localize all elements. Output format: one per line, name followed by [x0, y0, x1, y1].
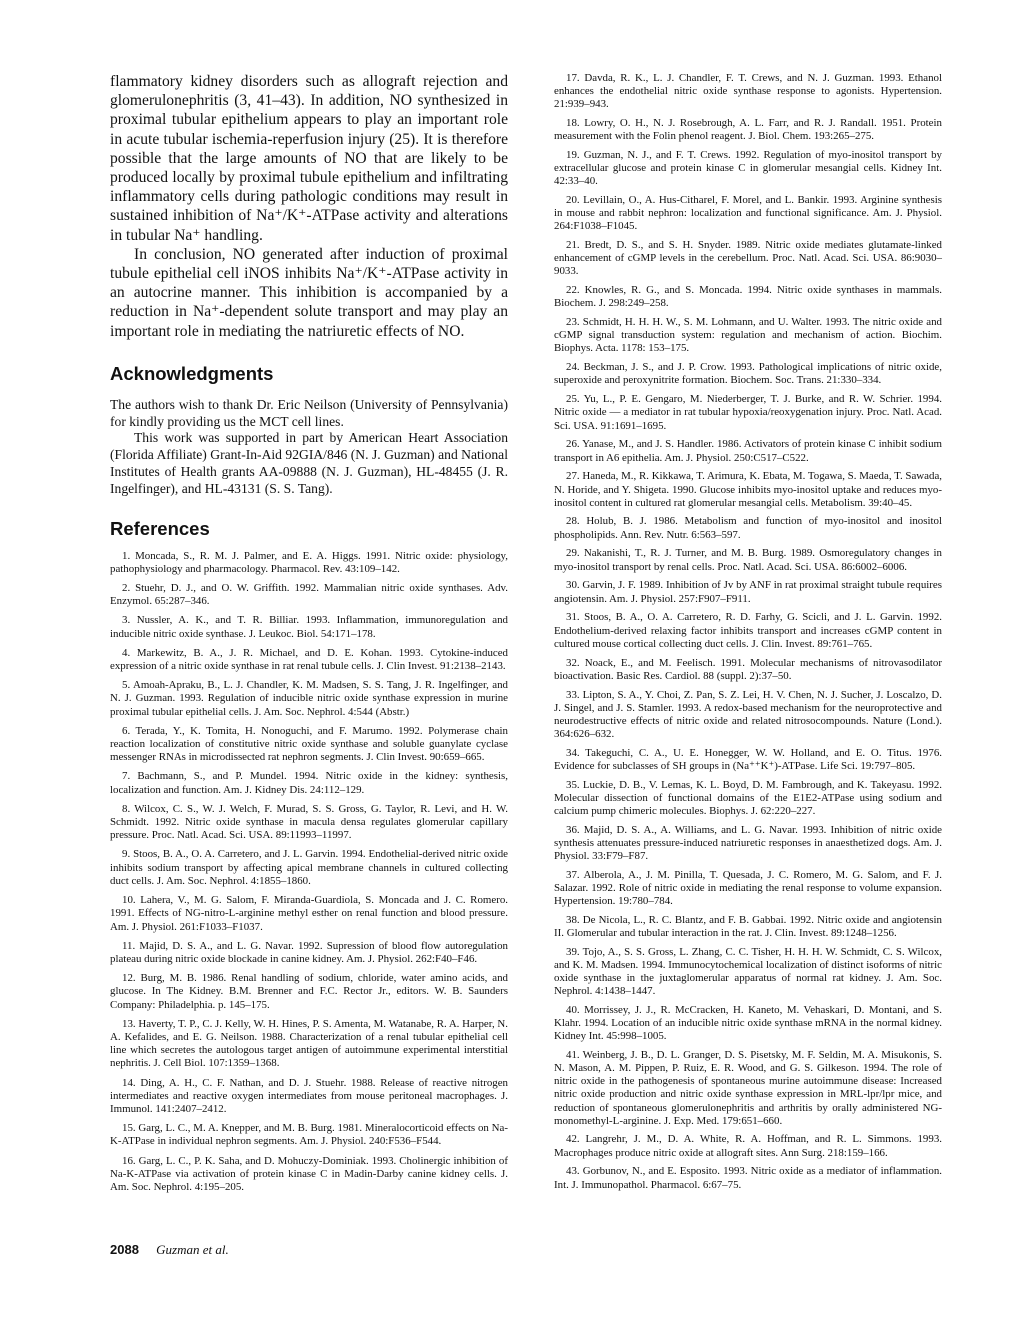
- reference-item: 43. Gorbunov, N., and E. Esposito. 1993. Nitric oxide as a mediator of inflammation. Int. J. Immunopathol. Pharmacol. 6:67–75.: [554, 1165, 942, 1191]
- reference-item: 4. Markewitz, B. A., J. R. Michael, and D. E. Kohan. 1993. Cytokine-induced expression of a nitric oxide synthase in rat renal tubule cells. J. Clin Invest. 91:2138–2143.: [110, 646, 508, 673]
- reference-item: 39. Tojo, A., S. S. Gross, L. Zhang, C. C. Tisher, H. H. H. W. Schmidt, C. S. Wilcox, and K. M. Madsen. 1994. Immunocytochemical localization of distinct isoforms of nitric oxide synthase in the juxtaglomerular apparatus of normal rat kidney. J. Am. Soc. Nephrol. 4:1438–1447.: [554, 945, 942, 998]
- running-author: Guzman et al.: [156, 1242, 229, 1257]
- funding-paragraph: This work was supported in part by American Heart Association (Florida Affiliate) Grant-In-Aid 92GIA/846 (N. J. Guzman) and National Institutes of Health grants AA-09888 (N. J. Guzman), HL-48455 (J. R. Ingelfinger), and HL-43131 (S. S. Tang).: [110, 430, 508, 496]
- page-number: 2088: [110, 1242, 139, 1257]
- reference-item: 3. Nussler, A. K., and T. R. Billiar. 1993. Inflammation, immunoregulation and inducible nitric oxide synthase. J. Leukoc. Biol. 54:171–178.: [110, 614, 508, 640]
- reference-item: 34. Takeguchi, C. A., U. E. Honegger, W. W. Holland, and E. O. Titus. 1976. Evidence for subclasses of SH groups in (Na⁺⁺K⁺)-ATPase. Life Sci. 19:797–805.: [554, 746, 942, 772]
- references-heading: References: [110, 517, 210, 539]
- reference-item: 22. Knowles, R. G., and S. Moncada. 1994. Nitric oxide synthases in mammals. Biochem. J. 298:249–258.: [554, 284, 942, 310]
- reference-item: 19. Guzman, N. J., and F. T. Crews. 1992. Regulation of myo-inositol transport by extracellular glucose and protein kinase C in glomerular mesangial cells. Kidney Int. 42:33–40.: [554, 149, 942, 188]
- reference-item: 30. Garvin, J. F. 1989. Inhibition of Jv by ANF in rat proximal straight tubule requires angiotensin. Am. J. Physiol. 257:F907–F911.: [554, 579, 942, 605]
- page-footer: [110, 1242, 229, 1258]
- reference-item: 32. Noack, E., and M. Feelisch. 1991. Molecular mechanisms of nitrovasodilator bioactivation. Basic Res. Cardiol. 88 (suppl. 2):37–50.: [554, 656, 942, 682]
- reference-item: 27. Haneda, M., R. Kikkawa, T. Arimura, K. Ebata, M. Togawa, S. Maeda, T. Sawada, N. Horide, and Y. Shigeta. 1990. Glucose inhibits myo-inositol uptake and reduces myo-inositol content in cultured rat glomerular mesangial cells. Metabolism. 39:40–45.: [554, 470, 942, 509]
- reference-item: 10. Lahera, V., M. G. Salom, F. Miranda-Guardiola, S. Moncada and J. C. Romero. 1991. Effects of NG-nitro-L-arginine methyl esther on renal function and blood pressure. Am. J. Physiol. 261:F1033–F1037.: [110, 894, 508, 933]
- body-paragraph: flammatory kidney disorders such as allograft rejection and glomerulonephritis (3, 41–43). In addition, NO synthesized in proximal tubular epithelium appears to play an important role in acute tubular ischemia-reperfusion injury (25). It is therefore possible that the large amounts of NO that are likely to be produced locally by proximal tubule epithelium and infiltrating inflammatory cells during pathologic conditions may result in sustained inhibition of Na⁺/K⁺-ATPase activity and alterations in tubular Na⁺ handling.: [110, 73, 508, 244]
- reference-item: 2. Stuehr, D. J., and O. W. Griffith. 1992. Mammalian nitric oxide synthases. Adv. Enzymol. 65:287–346.: [110, 582, 508, 608]
- conclusion-paragraph: In conclusion, NO generated after induction of proximal tubule epithelial cell iNOS inhibits Na⁺/K⁺-ATPase activity in an autocrine manner. This inhibition is accompanied by a reduction in Na⁺-dependent solute transport and may play an important role in mediating the natriuretic effects of NO.: [110, 245, 508, 340]
- reference-item: 31. Stoos, B. A., O. A. Carretero, R. D. Farhy, G. Scicli, and J. L. Garvin. 1992. Endothelium-derived relaxing factor inhibits transport and increases cGMP content in cultured mouse cortical collecting duct cells. J. Clin. Invest. 89:761–765.: [554, 611, 942, 650]
- reference-item: 25. Yu, L., P. E. Gengaro, M. Niederberger, T. J. Burke, and R. W. Schrier. 1994. Nitric oxide — a mediator in rat tubular hypoxia/reoxygenation injury. Proc. Natl. Acad. Sci. USA. 91:1691–1695.: [554, 393, 942, 432]
- reference-item: 40. Morrissey, J. J., R. McCracken, H. Kaneto, M. Vehaskari, D. Montani, and S. Klahr. 1994. Location of an inducible nitric oxide synthase mRNA in the normal kidney. Kidney Int. 45:998–1005.: [554, 1004, 942, 1043]
- reference-item: 20. Levillain, O., A. Hus-Citharel, F. Morel, and L. Bankir. 1993. Arginine synthesis in mouse and rabbit nephron: localization and functional significance. Am. J. Physiol. 264:F1038–F1045.: [554, 194, 942, 233]
- reference-item: 17. Davda, R. K., L. J. Chandler, F. T. Crews, and N. J. Guzman. 1993. Ethanol enhances the endothelial nitric oxide synthase response to agonists. Hypertension. 21:939–943.: [554, 72, 942, 111]
- reference-item: 8. Wilcox, C. S., W. J. Welch, F. Murad, S. S. Gross, G. Taylor, R. Levi, and H. W. Schmidt. 1992. Nitric oxide synthase in macula densa regulates glomerular capillary pressure. Proc. Natl. Acad. Sci. USA. 89:11993–11997.: [110, 802, 508, 842]
- reference-item: 18. Lowry, O. H., N. J. Rosebrough, A. L. Farr, and R. J. Randall. 1951. Protein measurement with the Folin phenol reagent. J. Biol. Chem. 193:265–275.: [554, 117, 942, 143]
- reference-item: 1. Moncada, S., R. M. J. Palmer, and E. A. Higgs. 1991. Nitric oxide: physiology, pathophysiology and pharmacology. Pharmacol. Rev. 43:109–142.: [110, 549, 508, 575]
- reference-item: 29. Nakanishi, T., R. J. Turner, and M. B. Burg. 1989. Osmoregulatory changes in myo-inositol transport by renal cells. Proc. Natl. Acad. Sci. USA. 86:6002–6006.: [554, 547, 942, 573]
- reference-item: 7. Bachmann, S., and P. Mundel. 1994. Nitric oxide in the kidney: synthesis, localization and function. Am. J. Kidney Dis. 24:112–129.: [110, 770, 508, 796]
- reference-item: 9. Stoos, B. A., O. A. Carretero, and J. L. Garvin. 1994. Endothelial-derived nitric oxide inhibits sodium transport by affecting apical membrane channels in cultured collecting duct cells. J. Am. Soc. Nephrol. 4:1855–1860.: [110, 848, 508, 887]
- reference-item: 24. Beckman, J. S., and J. P. Crow. 1993. Pathological implications of nitric oxide, superoxide and peroxynitrite formation. Biochem. Soc. Trans. 21:330–334.: [554, 361, 942, 387]
- reference-item: 16. Garg, L. C., P. K. Saha, and D. Mohuczy-Dominiak. 1993. Cholinergic inhibition of Na-K-ATPase via activation of protein kinase C in Madin-Darby canine kidney cells. J. Am. Soc. Nephrol. 4:195–205.: [110, 1154, 508, 1193]
- reference-item: 15. Garg, L. C., M. A. Knepper, and M. B. Burg. 1981. Mineralocorticoid effects on Na-K-ATPase in individual nephron segments. Am. J. Physiol. 240:F536–F544.: [110, 1122, 508, 1148]
- reference-item: 28. Holub, B. J. 1986. Metabolism and function of myo-inositol and inositol phospholipids. Ann. Rev. Nutr. 6:563–597.: [554, 515, 942, 541]
- reference-item: 14. Ding, A. H., C. F. Nathan, and D. J. Stuehr. 1988. Release of reactive nitrogen intermediates and reactive oxygen intermediates from mouse peritoneal macrophages. J. Immunol. 141:2407–2412.: [110, 1076, 508, 1115]
- reference-item: 13. Haverty, T. P., C. J. Kelly, W. H. Hines, P. S. Amenta, M. Watanabe, R. A. Harper, N. A. Kefalides, and E. G. Neilson. 1988. Characterization of a renal tubular epithelial cell line which secretes the autologous target antigen of autoimmune experimental interstitial nephritis. J. Cell Biol. 107:1359–1368.: [110, 1017, 508, 1070]
- references-list-left: [110, 550, 508, 1195]
- reference-item: 12. Burg, M. B. 1986. Renal handling of sodium, chloride, water amino acids, and glucose. In The Kidney. B.M. Brenner and F.C. Rector Jr., editors. W. B. Saunders Company: Philadelphia. p. 145–175.: [110, 972, 508, 1011]
- reference-item: 5. Amoah-Apraku, B., L. J. Chandler, K. M. Madsen, S. S. Tang, J. R. Ingelfinger, and N. J. Guzman. 1993. Regulation of inducible nitric oxide synthase expression in murine proximal tubular epithelial cells. J. Am. Soc. Nephrol. 4:544 (Abstr.): [110, 679, 508, 718]
- reference-item: 38. De Nicola, L., R. C. Blantz, and F. B. Gabbai. 1992. Nitric oxide and angiotensin II. Glomerular and tubular interaction in the rat. J. Clin. Invest. 89:1248–1256.: [554, 913, 942, 939]
- left-column: [110, 72, 508, 1200]
- reference-item: 37. Alberola, A., J. M. Pinilla, T. Quesada, J. C. Romero, M. G. Salom, and F. J. Salazar. 1992. Role of nitric oxide in mediating the renal response to volume expansion. Hypertension. 19:780–784.: [554, 868, 942, 907]
- reference-item: 26. Yanase, M., and J. S. Handler. 1986. Activators of protein kinase C inhibit sodium transport in A6 epithelia. Am. J. Physiol. 250:C517–C522.: [554, 438, 942, 464]
- reference-item: 11. Majid, D. S. A., and L. G. Navar. 1992. Supression of blood flow autoregulation plateau during nitric oxide blockade in canine kidney. Am. J. Physiol. 262:F40–F46.: [110, 939, 508, 965]
- references-list-right: [554, 72, 942, 1192]
- acknowledgments-paragraph: The authors wish to thank Dr. Eric Neilson (University of Pennsylvania) for kindly providing us the MCT cell lines.: [110, 396, 508, 429]
- reference-item: 23. Schmidt, H. H. H. W., S. M. Lohmann, and U. Walter. 1993. The nitric oxide and cGMP signal transduction system: regulation and mechanism of action. Biochim. Biophys. Acta. 1178: 153–175.: [554, 316, 942, 355]
- acknowledgments-heading: Acknowledgments: [110, 362, 274, 384]
- reference-item: 33. Lipton, S. A., Y. Choi, Z. Pan, S. Z. Lei, H. V. Chen, N. J. Sucher, J. Loscalzo, D. J. Singel, and J. S. Stamler. 1993. A redox-based mechanism for the neuroprotective and neurodestructive effects of nitric oxide and related nitrosocompounds. Nature (Lond.). 364:626–632.: [554, 688, 942, 740]
- reference-item: 35. Luckie, D. B., V. Lemas, K. L. Boyd, D. M. Fambrough, and K. Takeyasu. 1992. Molecular dissection of functional domains of the E1E2-ATPase using sodium and calcium pump chimeric molecules. Biophys. J. 62:220–227.: [554, 778, 942, 817]
- reference-item: 36. Majid, D. S. A., A. Williams, and L. G. Navar. 1993. Inhibition of nitric oxide synthesis attenuates pressure-induced natriuretic responses in anaesthetized dogs. Am. J. Physiol. 33:F79–F87.: [554, 823, 942, 862]
- right-column: [554, 72, 942, 1197]
- reference-item: 41. Weinberg, J. B., D. L. Granger, D. S. Pisetsky, M. F. Seldin, M. A. Misukonis, S. N. Mason, A. M. Pippen, P. Ruiz, E. R. Wood, and G. S. Gilkeson. 1994. The role of nitric oxide in the pathogenesis of spontaneous murine autoimmune disease: Increased nitric oxide production and nitric oxide synthase expression in MRL-lpr/lpr mice, and reduction of spontaneous glomerulonephritis and arthritis by orally administered NG-monomethyl-L-arginine. J. Exp. Med. 179:651–660.: [554, 1049, 942, 1127]
- reference-item: 42. Langrehr, J. M., D. A. White, R. A. Hoffman, and R. L. Simmons. 1993. Macrophages produce nitric oxide at allograft sites. Ann Surg. 218:159–166.: [554, 1133, 942, 1159]
- reference-item: 6. Terada, Y., K. Tomita, H. Nonoguchi, and F. Marumo. 1992. Polymerase chain reaction localization of constitutive nitric oxide synthase and soluble guanylate cyclase messenger RNAs in microdissected rat nephron segments. J. Clin Invest. 90:659–665.: [110, 724, 508, 764]
- reference-item: 21. Bredt, D. S., and S. H. Snyder. 1989. Nitric oxide mediates glutamate-linked enhancement of cGMP levels in the cerebellum. Proc. Natl. Acad. Sci. USA. 86:9030–9033.: [554, 239, 942, 278]
